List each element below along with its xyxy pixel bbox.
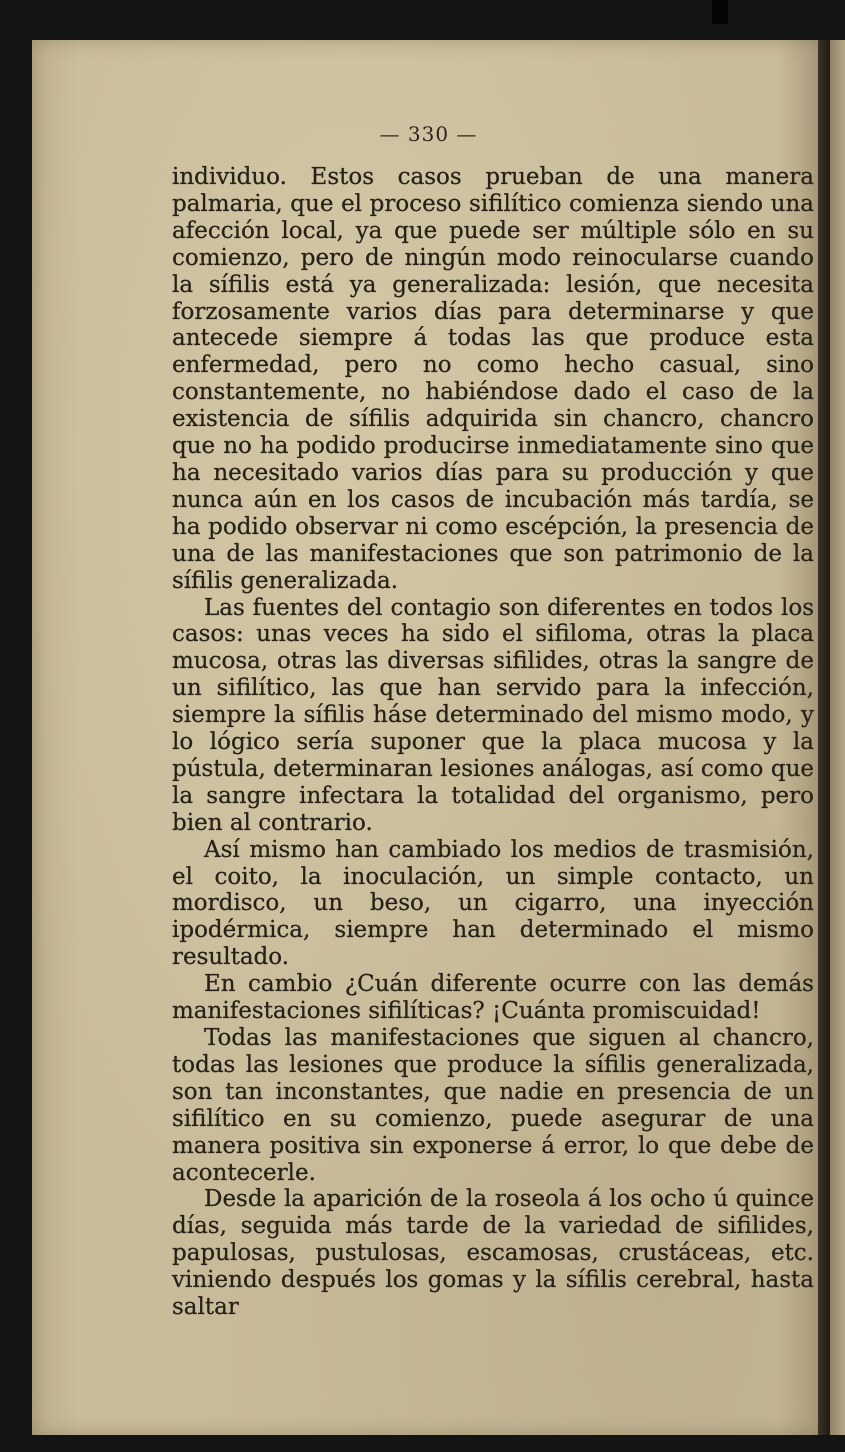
page-number: — 330 —	[379, 122, 478, 146]
paragraph-2: Las fuentes del contagio son diferentes en todos los casos: unas veces ha sido el sifiloma, otras la placa mucosa, otras las diversas sifilides, otras la sangre de un sifilítico, las que han servido para la infección, siempre la sífilis háse determinado del mismo modo, y lo lógico sería suponer que la placa mucosa y la pústula, determinaran lesiones análogas, así como que la sangre infectara la totalidad del organismo, pero bien al contrario.	[172, 594, 814, 836]
body-text	[172, 164, 814, 1321]
paragraph-5: Todas las manifestaciones que siguen al chancro, todas las lesiones que produce la sífilis generalizada, son tan inconstantes, que nadie en presencia de un sifilítico en su comienzo, puede asegurar de una manera positiva sin exponerse á error, lo que debe de acontecerle.	[172, 1025, 814, 1186]
paragraph-1: individuo. Estos casos prueban de una manera palmaria, que el proceso sifilítico comienza siendo una afección local, ya que puede ser múltiple sólo en su comienzo, pero de ningún modo reinocularse cuando la sífilis está ya generalizada: lesión, que necesita forzosamente varios días para determinarse y que antecede siempre á todas las que produce esta enfermedad, pero no como hecho casual, sino constantemente, no habiéndose dado el caso de la existencia de sífilis adquirida sin chancro, chancro que no ha podido producirse inmediatamente sino que ha necesitado varios días para su producción y que nunca aún en los casos de incubación más tardía, se ha podido observar ni como escépción, la presencia de una de las manifestaciones que son patrimonio de la sífilis generalizada.	[172, 164, 814, 594]
paragraph-6: Desde la aparición de la roseola á los ocho ú quince días, seguida más tarde de la variedad de sifilides, papulosas, pustulosas, escamosas, crustáceas, etc. viniendo después los gomas y la sífilis cerebral, hasta saltar	[172, 1186, 814, 1321]
book-page	[32, 40, 825, 1435]
binding-clip	[712, 0, 728, 24]
next-page-edge	[830, 40, 845, 1435]
paragraph-3: Así mismo han cambiado los medios de trasmisión, el coito, la inoculación, un simple contacto, un mordisco, un beso, un cigarro, una inyección ipodérmica, siempre han determinado el mismo resultado.	[172, 836, 814, 971]
paragraph-4: En cambio ¿Cuán diferente ocurre con las demás manifestaciones sifilíticas? ¡Cuánta promiscuidad!	[172, 971, 814, 1025]
